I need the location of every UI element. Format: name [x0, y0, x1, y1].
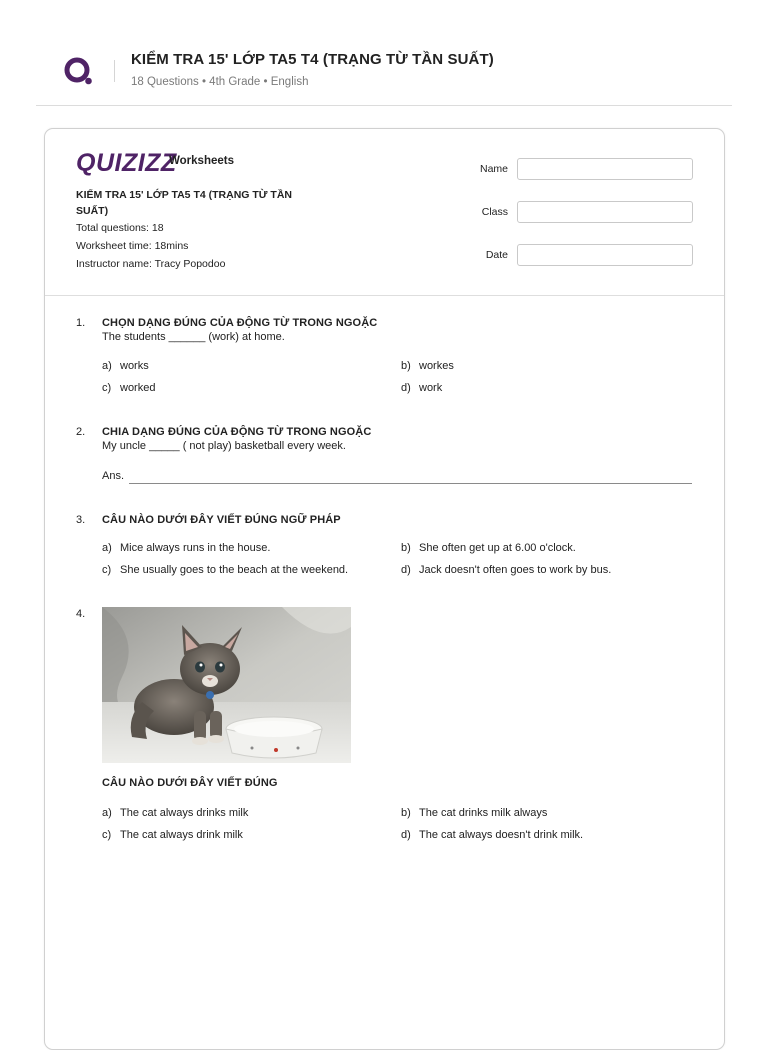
document-title: KIỂM TRA 15' LỚP TA5 T4 (TRẠNG TỪ TẦN SUẤT)	[131, 51, 494, 68]
question-2-number: 2.	[76, 426, 86, 438]
name-label: Name	[479, 163, 508, 175]
document-header	[0, 0, 768, 106]
question-2-heading: CHIA DẠNG ĐÚNG CỦA ĐỘNG TỪ TRONG NGOẶC	[102, 426, 372, 438]
question-4-heading: CÂU NÀO DƯỚI ĐÂY VIẾT ĐÚNG	[102, 777, 278, 789]
kitten-photo	[102, 607, 351, 763]
question-2-text: My uncle _____ ( not play) basketball every week.	[102, 440, 346, 452]
date-field[interactable]	[517, 244, 693, 266]
header-rule	[36, 105, 732, 106]
question-1-option-a[interactable]: a) works	[102, 360, 149, 372]
question-4-option-d[interactable]: d) The cat always doesn't drink milk.	[401, 829, 584, 841]
worksheet-time: Worksheet time: 18mins	[76, 240, 189, 252]
question-2-answer-line[interactable]	[129, 483, 692, 484]
question-1-text: The students ______ (work) at home.	[102, 331, 285, 343]
date-label: Date	[485, 249, 508, 261]
total-questions: Total questions: 18	[76, 222, 164, 234]
worksheet-title: KIỂM TRA 15' LỚP TA5 T4 (TRẠNG TỪ TẦN SUẤT)	[76, 189, 292, 217]
question-1-heading: CHỌN DẠNG ĐÚNG CỦA ĐỘNG TỪ TRONG NGOẶC	[102, 317, 378, 329]
worksheets-label: Worksheets	[169, 155, 234, 167]
question-1-number: 1.	[76, 317, 86, 329]
question-1-option-c[interactable]: c) worked	[102, 382, 156, 394]
question-4-number: 4.	[76, 608, 86, 620]
question-3-option-c[interactable]: c) She usually goes to the beach at the weekend.	[102, 564, 349, 576]
question-4-option-a[interactable]: a) The cat always drinks milk	[102, 807, 249, 819]
quizizz-q-icon[interactable]	[63, 55, 95, 87]
name-field[interactable]	[517, 158, 693, 180]
worksheet-header	[45, 129, 724, 296]
question-3-option-d[interactable]: d) Jack doesn't often goes to work by bus.	[401, 564, 612, 576]
class-field[interactable]	[517, 201, 693, 223]
question-1-option-d[interactable]: d) work	[401, 382, 443, 394]
question-3-heading: CÂU NÀO DƯỚI ĐÂY VIẾT ĐÚNG NGỮ PHÁP	[102, 514, 341, 526]
question-1-option-b[interactable]: b) workes	[401, 360, 454, 372]
worksheet-card	[44, 128, 725, 1050]
question-4-option-c[interactable]: c) The cat always drink milk	[102, 829, 243, 841]
question-3-number: 3.	[76, 514, 86, 526]
class-label: Class	[481, 206, 508, 218]
header-divider	[114, 60, 115, 82]
quizizz-logo: QUIZIZZ	[76, 149, 177, 177]
question-4-option-b[interactable]: b) The cat drinks milk always	[401, 807, 548, 819]
instructor-name: Instructor name: Tracy Popodoo	[76, 258, 226, 270]
question-3-option-b[interactable]: b) She often get up at 6.00 o'clock.	[401, 542, 576, 554]
document-meta: 18 Questions • 4th Grade • English	[131, 76, 309, 88]
question-3-option-a[interactable]: a) Mice always runs in the house.	[102, 542, 271, 554]
question-2-answer-label: Ans.	[102, 470, 125, 482]
